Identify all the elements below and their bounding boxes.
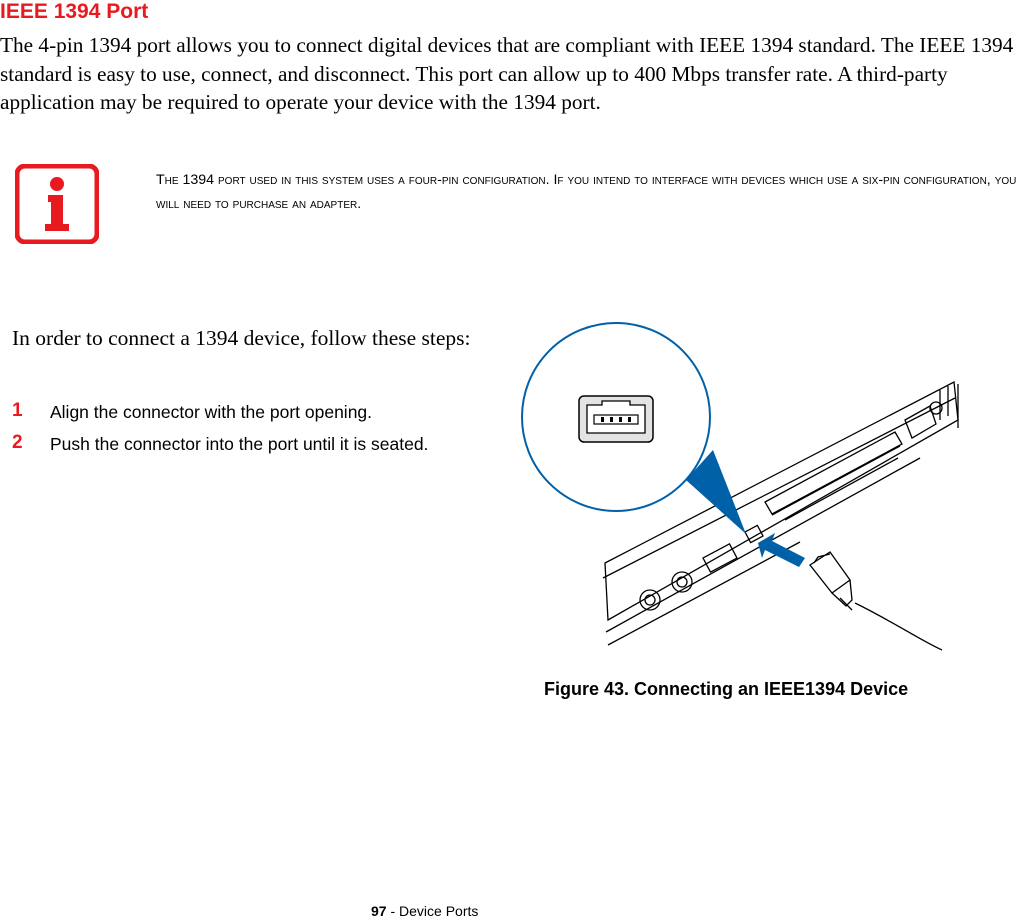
chapter-name: Device Ports: [399, 903, 479, 919]
section-title: IEEE 1394 Port: [0, 0, 149, 23]
intro-paragraph: The 4-pin 1394 port allows you to connect digital devices that are compliant with IEEE 1394 standard. The IEEE 1394 standard is easy to use, connect, and disconnect. This port can allow up to 400 Mbps transfer rate. A third-party application may be required to operate your device with the 1394 port.: [0, 33, 1014, 114]
step-text: Push the connector into the port until it is seated.: [50, 434, 429, 454]
cable-connector: [810, 552, 942, 650]
ieee1394-connection-illustration: [500, 320, 1026, 660]
note-text: The 1394 port used in this system uses a four-pin configuration. If you intend to interface with devices which use a six-pin configuration, you will need to purchase an adapter.: [156, 172, 1017, 212]
step-number: 1: [12, 400, 23, 421]
info-icon: [15, 164, 99, 244]
footer-separator: -: [386, 903, 400, 919]
figure-caption: Figure 43. Connecting an IEEE1394 Device: [544, 679, 909, 699]
four-pin-port-icon: [579, 396, 653, 442]
step-text: Align the connector with the port opening.: [50, 402, 373, 422]
insertion-arrow: [758, 533, 805, 567]
step-number: 2: [12, 432, 23, 453]
page-number: 97: [371, 903, 387, 919]
steps-intro: In order to connect a 1394 device, follow these steps:: [12, 326, 471, 350]
